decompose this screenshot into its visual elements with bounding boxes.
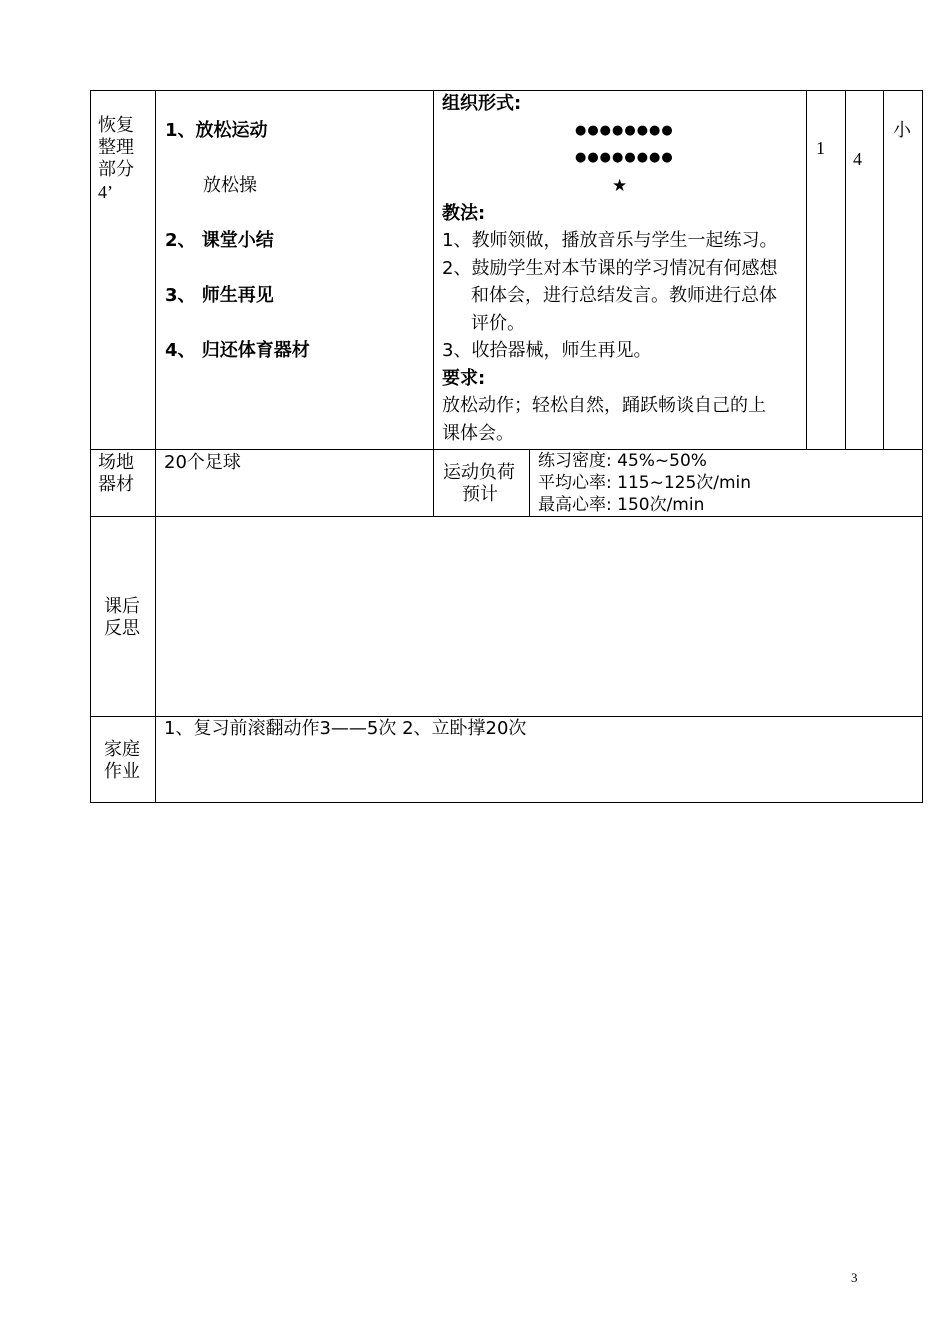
content-item: 1、放松运动 <box>165 120 268 141</box>
teach-step-cont: 和体会，进行总结发言。教师进行总体 <box>471 285 777 306</box>
max-heart-rate-text: 最高心率: 150次/min <box>538 495 705 515</box>
table-border-left <box>90 90 91 803</box>
label-line: 运动负荷 <box>443 462 515 483</box>
table-border-top <box>90 90 923 91</box>
label-line: 预计 <box>462 484 498 505</box>
homework-text: 1、复习前滚翻动作3——5次 2、立卧撑20次 <box>164 718 527 739</box>
table-divider <box>529 449 530 517</box>
content-item: 4、 归还体育器材 <box>165 340 310 361</box>
table-divider <box>90 716 923 717</box>
content-item: 2、 课堂小结 <box>165 230 274 251</box>
org-label: 组织形式: <box>442 93 522 114</box>
teach-step: 2、鼓励学生对本节课的学习情况有何感想 <box>442 258 778 279</box>
reflection-content[interactable] <box>156 517 922 716</box>
teach-label: 教法: <box>442 203 486 224</box>
label-line: 器材 <box>98 474 134 495</box>
table-divider <box>845 90 846 450</box>
content-subitem: 放松操 <box>203 175 257 196</box>
table-border-right <box>922 90 923 803</box>
teach-step: 3、收拾器械，师生再见。 <box>442 340 652 361</box>
label-line: 反思 <box>104 618 140 639</box>
label-line: 部分 <box>98 159 134 180</box>
table-divider <box>90 449 923 450</box>
count-value: 1 <box>816 138 825 158</box>
label-line: 整理 <box>98 137 134 158</box>
table-divider <box>883 90 884 450</box>
equipment-text: 20个足球 <box>164 452 241 473</box>
student-formation-row: ●●●●●●●● <box>575 123 674 138</box>
label-line: 作业 <box>104 761 140 782</box>
req-text: 放松动作；轻松自然，踊跃畅谈自己的上 <box>442 395 766 416</box>
density-text: 练习密度: 45%~50% <box>538 451 707 471</box>
label-line: 恢复 <box>98 115 134 136</box>
table-divider <box>433 90 434 517</box>
req-label: 要求: <box>442 368 486 389</box>
avg-heart-rate-text: 平均心率: 115~125次/min <box>538 473 752 493</box>
table-divider <box>806 90 807 450</box>
teach-step-cont: 评价。 <box>471 313 525 334</box>
label-line: 课后 <box>104 596 140 617</box>
teach-step: 1、教师领做，播放音乐与学生一起练习。 <box>442 230 778 251</box>
table-border-bottom <box>90 802 923 803</box>
content-item: 3、 师生再见 <box>165 285 274 306</box>
page-number: 3 <box>851 1270 858 1285</box>
label-line: 家庭 <box>104 739 140 760</box>
label-line: 场地 <box>98 452 134 473</box>
intensity-value: 小 <box>893 120 911 141</box>
student-formation-row: ●●●●●●●● <box>575 150 674 165</box>
time-value: 4 <box>853 149 862 169</box>
label-line: 4’ <box>98 182 113 202</box>
req-text: 课体会。 <box>442 423 514 444</box>
teacher-star-icon: ★ <box>612 176 628 196</box>
